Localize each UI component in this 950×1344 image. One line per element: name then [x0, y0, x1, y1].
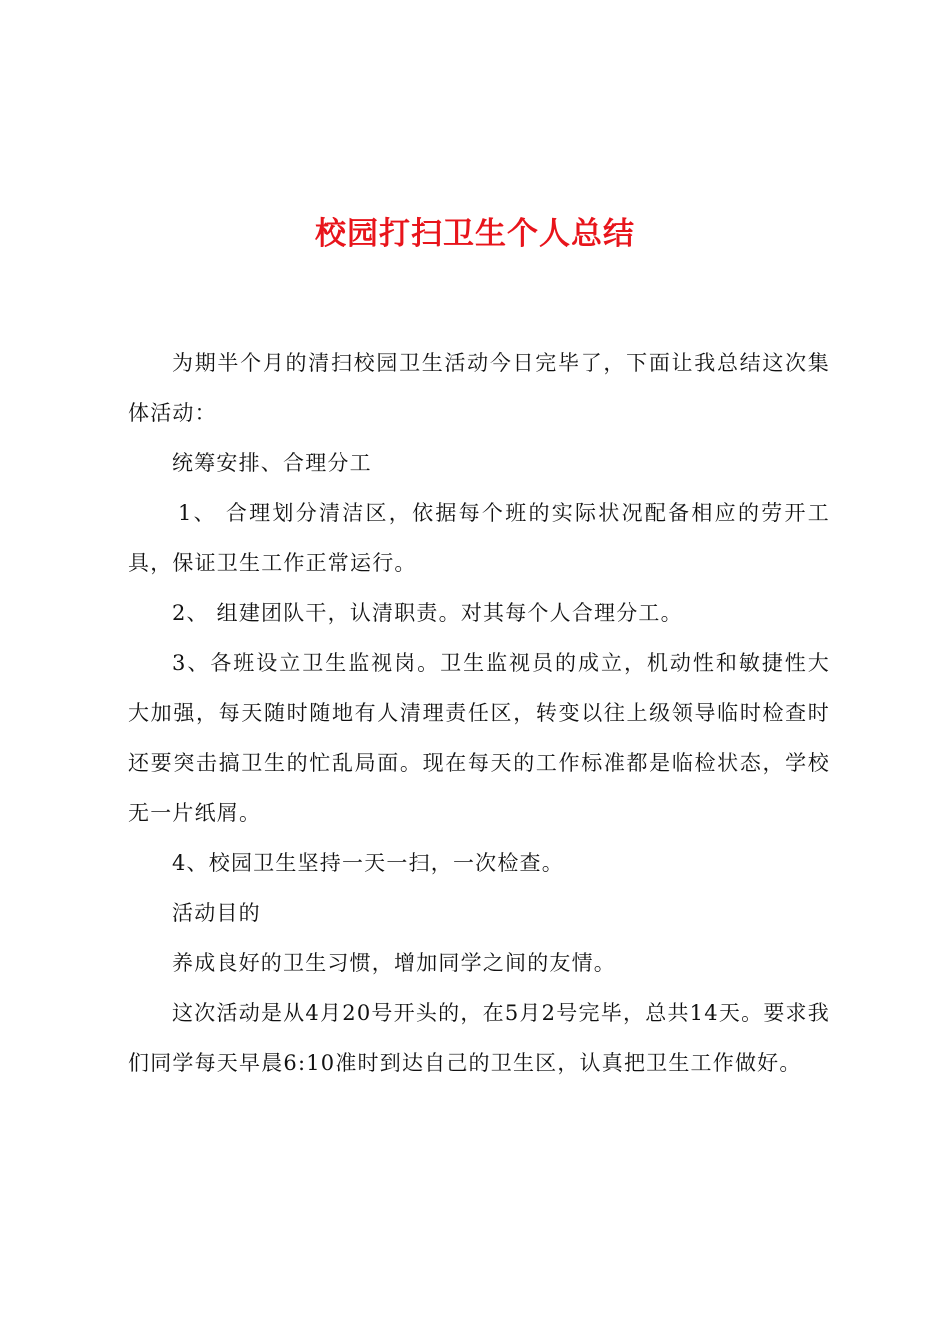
list-item-1: 1、 合理划分清洁区，依据每个班的实际状况配备相应的劳开工具，保证卫生工作正常运行。 [128, 501, 830, 575]
list-item-4: 4、校园卫生坚持一天一扫，一次检查。 [172, 851, 564, 875]
section-heading-purpose: 活动目的 [172, 901, 261, 925]
paragraph-purpose: 养成良好的卫生习惯，增加同学之间的友情。 [172, 951, 616, 975]
document-body [128, 338, 830, 1088]
document-title: 校园打扫卫生个人总结 [315, 216, 635, 252]
list-item-3: 3、各班设立卫生监视岗。卫生监视员的成立，机动性和敏捷性大大加强，每天随时随地有人清理责任区，转变以往上级领导临时检查时还要突击搞卫生的忙乱局面。现在每天的工作标准都是临检状态，学校无一片纸屑。 [128, 651, 830, 825]
paragraph-intro: 为期半个月的清扫校园卫生活动今日完毕了，下面让我总结这次集体活动： [128, 351, 830, 425]
paragraph-schedule: 这次活动是从4月20号开头的，在5月2号完毕，总共14天。要求我们同学每天早晨6:10准时到达自己的卫生区，认真把卫生工作做好。 [128, 1001, 830, 1075]
list-item-2: 2、 组建团队干，认清职责。对其每个人合理分工。 [172, 601, 683, 625]
section-heading-arrangement: 统筹安排、合理分工 [172, 451, 372, 475]
